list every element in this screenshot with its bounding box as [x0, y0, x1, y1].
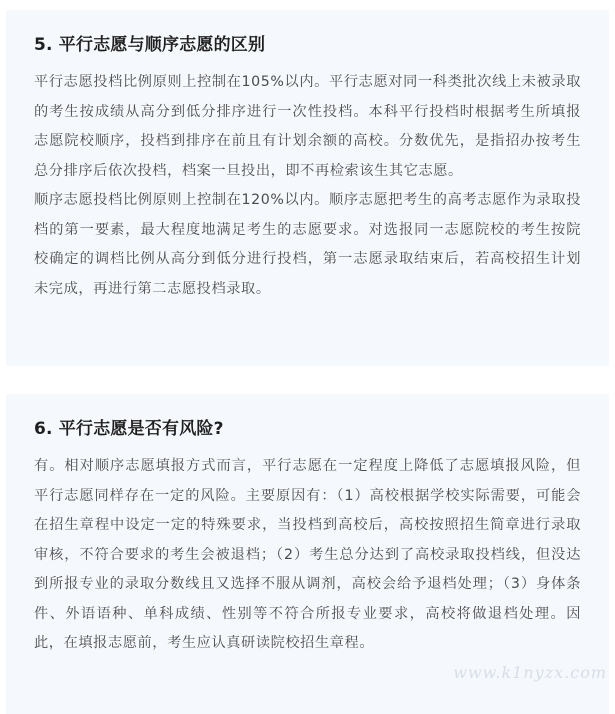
section-paragraph-5-2: 顺序志愿投档比例原则上控制在120%以内。顺序志愿把考生的高考志愿作为录取投档的第一要素，最大程度地满足考生的志愿要求。对选报同一志愿院校的考生按院校确定的调档比例从高分到低分进行投档，第一志愿录取结束后，若高校招生计划未完成，再进行第二志愿投档录取。 [34, 192, 581, 297]
section-paragraph-5-1: 平行志愿投档比例原则上控制在105%以内。平行志愿对同一科类批次线上未被录取的考生按成绩从高分到低分排序进行一次性投档。本科平行投档时根据考生所填报志愿院校顺序，投档到排序在前且有计划余额的高校。分数优先，是指招办按考生总分排序后依次投档，档案一旦投出，即不再检索该生其它志愿。 [34, 74, 581, 179]
section-paragraph-6-1: 有。相对顺序志愿填报方式而言，平行志愿在一定程度上降低了志愿填报风险，但平行志愿同样存在一定的风险。主要原因有：（1）高校根据学校实际需要，可能会在招生章程中设定一定的特殊要求，当投档到高校后，高校按照招生简章进行录取审核，不符合要求的考生会被退档；（2）考生总分达到了高校录取投档线，但没达到所报专业的录取分数线且又选择不服从调剂，高校会给予退档处理；（3）身体条件、外语语种、单科成绩、性别等不符合所报专业要求，高校将做退档处理。因此，在填报志愿前，考生应认真研读院校招生章程。 [34, 458, 581, 651]
section-card-5 [6, 10, 609, 366]
site-watermark: www.k1nyzx.com [453, 663, 607, 682]
section-card-6 [6, 394, 609, 714]
section-title-5: 5. 平行志愿与顺序志愿的区别 [34, 35, 266, 55]
section-title-6: 6. 平行志愿是否有风险? [34, 419, 224, 439]
